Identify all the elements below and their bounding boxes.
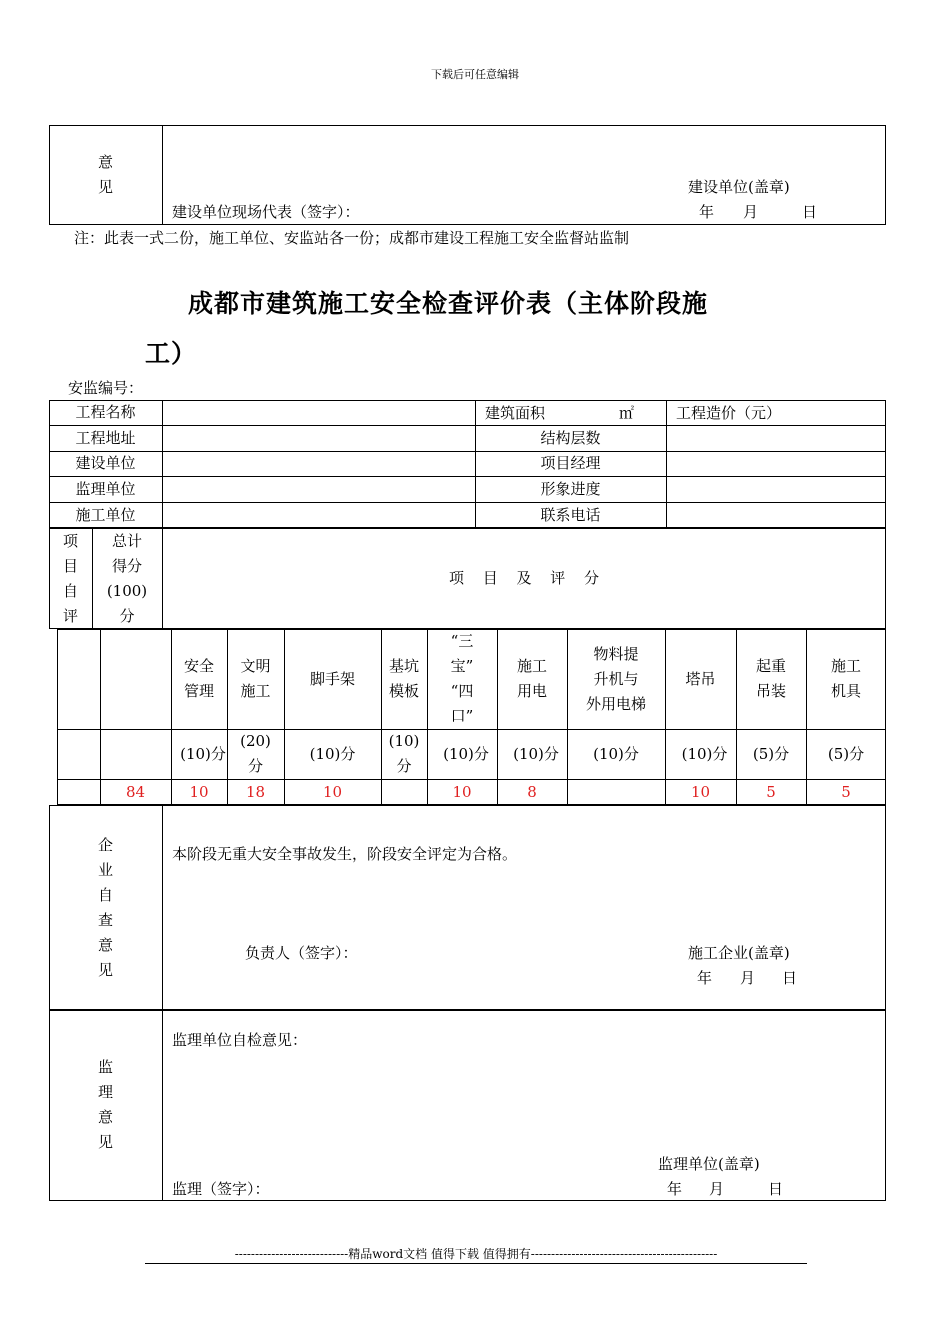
max-score-tools: (5)分 <box>827 744 865 763</box>
score-electricity: 8 <box>527 783 537 801</box>
category-three-treasures-four-openings: “三 宝” “四 口” <box>450 632 474 725</box>
category-tower-crane: 塔吊 <box>685 669 716 688</box>
score-scaffolding: 10 <box>322 783 343 801</box>
score-safety-management: 10 <box>189 783 209 801</box>
max-score-material-hoist: (10)分 <box>593 744 639 763</box>
score-hoisting: 5 <box>766 783 776 801</box>
enterprise-opinion-text: 本阶段无重大安全事故发生，阶段安全评定为合格。 <box>172 845 518 863</box>
enterprise-self-check-block <box>49 805 886 1010</box>
total-score-value: 84 <box>125 783 146 801</box>
enterprise-date-year: 年 <box>697 969 713 987</box>
supervision-date-year: 年 <box>667 1180 683 1198</box>
label-builder-unit: 建设单位 <box>75 454 136 472</box>
score-civilized-construction: 18 <box>245 783 266 801</box>
category-construction-tools: 施工 机具 <box>830 657 861 700</box>
score-foundation-formwork <box>381 780 427 805</box>
label-progress: 形象进度 <box>540 479 601 498</box>
enterprise-date-day: 日 <box>782 969 798 987</box>
area-unit: ㎡ <box>619 404 635 422</box>
builder-date-year: 年 <box>699 203 715 221</box>
max-score-tower-crane: (10)分 <box>681 744 728 763</box>
supervision-seal: 监理单位(盖章) <box>658 1155 760 1173</box>
page-title-continued: 工） <box>145 339 198 368</box>
category-material-hoist-elevator: 物料提 升机与 外用电梯 <box>585 644 646 713</box>
label-project-manager: 项目经理 <box>540 454 601 472</box>
category-foundation-formwork: 基坑 模板 <box>388 657 419 700</box>
builder-date-month: 月 <box>743 203 759 221</box>
score-tools: 5 <box>841 783 851 801</box>
supervision-opinion-label: 监 理 意 见 <box>97 1058 113 1151</box>
max-score-hoisting: (5)分 <box>752 744 790 763</box>
category-hoisting: 起重 吊装 <box>755 657 786 700</box>
items-and-scores-title: 项 目 及 评 分 <box>448 569 600 587</box>
category-civilized-construction: 文明 施工 <box>240 657 271 700</box>
max-score-safety-management: (10)分 <box>180 744 226 763</box>
score-tower-crane: 10 <box>690 783 711 801</box>
supervision-sign: 监理（签字）： <box>172 1180 270 1198</box>
footer-banner: ----------------------------精品word文档 值得下载 值得拥有---------------------------------------------- <box>234 1247 718 1261</box>
max-score-scaffolding: (10)分 <box>309 744 356 763</box>
supervision-date-month: 月 <box>709 1180 725 1198</box>
category-safety-management: 安全 管理 <box>183 657 214 700</box>
label-contractor-unit: 施工单位 <box>75 505 136 524</box>
self-eval-label: 项 目 自 评 <box>62 531 78 625</box>
label-structure-floors: 结构层数 <box>540 428 601 447</box>
footer-rule <box>145 1263 807 1264</box>
max-score-electricity: (10)分 <box>513 744 559 763</box>
supervision-number-label: 安监编号： <box>68 379 144 397</box>
score-material-hoist <box>567 780 665 805</box>
label-project-cost: 工程造价（元） <box>676 404 782 422</box>
score-three-treasures: 10 <box>452 783 472 801</box>
max-score-foundation-formwork: (10) 分 <box>388 732 420 775</box>
header-note: 下载后可任意编辑 <box>431 68 519 81</box>
max-score-three-treasures: (10)分 <box>443 744 489 763</box>
builder-date-day: 日 <box>802 203 818 221</box>
supervision-opinion-text: 监理单位自检意见： <box>172 1031 308 1049</box>
enterprise-seal: 施工企业(盖章) <box>688 944 790 962</box>
max-score-civilized-construction: (20) 分 <box>240 732 271 775</box>
label-contact-phone: 联系电话 <box>540 505 601 524</box>
label-project-address: 工程地址 <box>75 428 136 447</box>
label-supervisor-unit: 监理单位 <box>75 479 136 498</box>
page-title: 成都市建筑施工安全检查评价表（主体阶段施 <box>188 289 709 318</box>
enterprise-date-month: 月 <box>740 969 756 987</box>
category-scaffolding: 脚手架 <box>309 669 355 688</box>
supervision-date-day: 日 <box>768 1180 784 1198</box>
builder-rep-sign: 建设单位现场代表（签字）： <box>172 203 360 221</box>
label-building-area: 建筑面积 <box>485 404 546 422</box>
category-construction-electricity: 施工 用电 <box>516 657 547 700</box>
builder-opinion-label: 意 见 <box>97 153 113 196</box>
label-project-name: 工程名称 <box>75 403 136 421</box>
builder-seal: 建设单位(盖章) <box>688 178 790 196</box>
enterprise-responsible-sign: 负责人（签字）： <box>245 944 358 962</box>
total-score-label: 总计 得分 (100) 分 <box>106 531 148 625</box>
footnote: 注：此表一式二份，施工单位、安监站各一份；成都市建设工程施工安全监督站监制 <box>74 229 630 247</box>
enterprise-self-check-label: 企 业 自 查 意 见 <box>97 835 113 979</box>
